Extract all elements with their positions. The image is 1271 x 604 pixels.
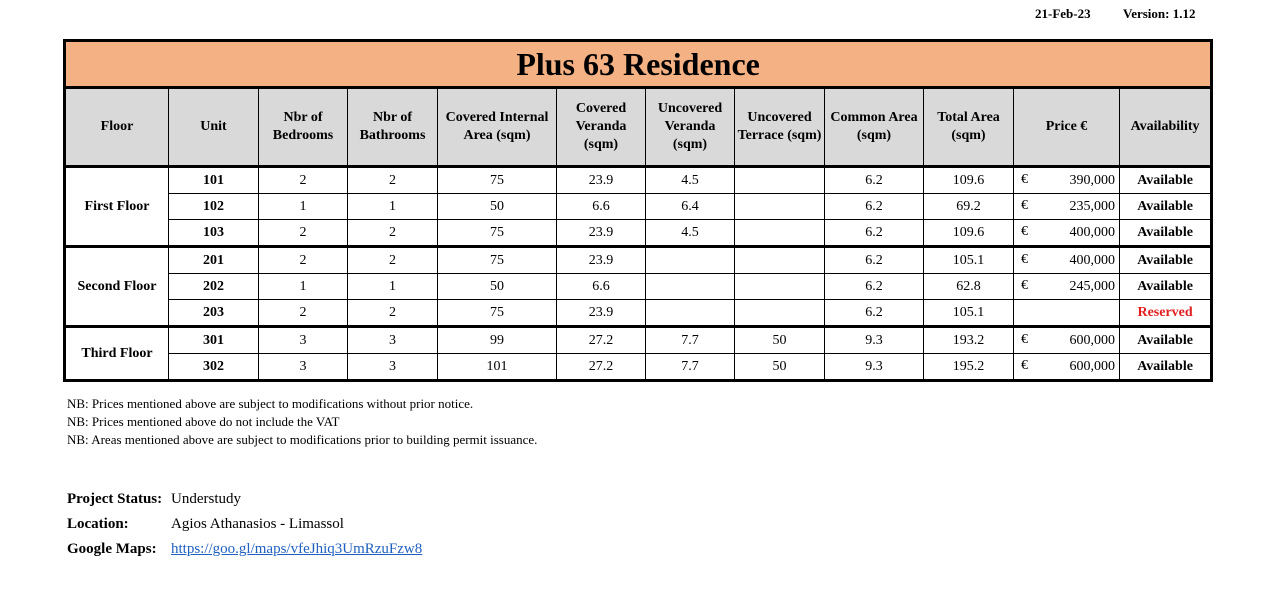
total-area-cell: 195.2: [924, 354, 1014, 381]
currency-symbol: €: [1021, 172, 1028, 187]
project-status-value: Understudy: [171, 491, 241, 507]
col-header-covered-veranda: Covered Veranda (sqm): [557, 88, 646, 167]
table-row: [65, 220, 1212, 247]
availability-cell: Available: [1120, 247, 1212, 274]
unit-cell: 203: [169, 300, 259, 327]
col-header-common-area: Common Area (sqm): [825, 88, 924, 167]
common-area-cell: 6.2: [825, 274, 924, 300]
uncovered-veranda-cell: [646, 247, 735, 274]
uncovered-terrace-cell: [735, 194, 825, 220]
common-area-cell: 6.2: [825, 194, 924, 220]
common-area-cell: 9.3: [825, 327, 924, 354]
col-header-price: Price €: [1014, 88, 1120, 167]
uncovered-veranda-cell: 7.7: [646, 354, 735, 381]
bedrooms-cell: 2: [259, 300, 348, 327]
covered-veranda-cell: 6.6: [557, 274, 646, 300]
common-area-cell: 9.3: [825, 354, 924, 381]
price-cell: [1014, 220, 1120, 247]
bathrooms-cell: 3: [348, 327, 438, 354]
price-value: 245,000: [1069, 278, 1115, 294]
total-area-cell: 105.1: [924, 247, 1014, 274]
currency-symbol: €: [1021, 332, 1028, 347]
price-value: 600,000: [1069, 358, 1115, 374]
currency-symbol: €: [1021, 278, 1028, 293]
covered-internal-cell: 75: [438, 167, 557, 194]
table-row: [65, 327, 1212, 354]
google-maps-label: Google Maps:: [67, 541, 157, 557]
price-cell: [1014, 194, 1120, 220]
covered-internal-cell: 75: [438, 220, 557, 247]
covered-veranda-cell: 23.9: [557, 220, 646, 247]
notes: [67, 395, 537, 449]
availability-cell: Available: [1120, 274, 1212, 300]
covered-internal-cell: 50: [438, 194, 557, 220]
price-cell: [1014, 247, 1120, 274]
floor-cell: Second Floor: [65, 247, 169, 327]
col-header-bathrooms: Nbr of Bathrooms: [348, 88, 438, 167]
total-area-cell: 105.1: [924, 300, 1014, 327]
currency-symbol: €: [1021, 252, 1028, 267]
price-cell: [1014, 354, 1120, 381]
covered-internal-cell: 75: [438, 300, 557, 327]
unit-cell: 101: [169, 167, 259, 194]
covered-veranda-cell: 23.9: [557, 300, 646, 327]
project-status-label: Project Status:: [67, 491, 163, 507]
bedrooms-cell: 1: [259, 194, 348, 220]
table-row: [65, 274, 1212, 300]
bathrooms-cell: 2: [348, 167, 438, 194]
floor-cell: Third Floor: [65, 327, 169, 381]
availability-cell: Available: [1120, 194, 1212, 220]
uncovered-terrace-cell: [735, 220, 825, 247]
note-line: NB: Prices mentioned above do not include the VAT: [67, 414, 340, 429]
bedrooms-cell: 3: [259, 354, 348, 381]
price-cell: [1014, 300, 1120, 327]
bathrooms-cell: 3: [348, 354, 438, 381]
covered-veranda-cell: 23.9: [557, 167, 646, 194]
col-header-availability: Availability: [1120, 88, 1212, 167]
covered-veranda-cell: 27.2: [557, 354, 646, 381]
note-line: NB: Prices mentioned above are subject to modifications without prior notice.: [67, 396, 474, 411]
covered-internal-cell: 75: [438, 247, 557, 274]
table-header: [65, 88, 1212, 167]
total-area-cell: 109.6: [924, 167, 1014, 194]
note-line: NB: Areas mentioned above are subject to modifications prior to building permit issuance.: [67, 432, 538, 447]
uncovered-veranda-cell: 4.5: [646, 167, 735, 194]
bedrooms-cell: 3: [259, 327, 348, 354]
bathrooms-cell: 1: [348, 194, 438, 220]
covered-veranda-cell: 6.6: [557, 194, 646, 220]
table-row: [65, 247, 1212, 274]
common-area-cell: 6.2: [825, 220, 924, 247]
price-value: 390,000: [1069, 172, 1115, 188]
document-version: Version: 1.12: [1123, 6, 1196, 21]
availability-cell: Available: [1120, 327, 1212, 354]
covered-veranda-cell: 27.2: [557, 327, 646, 354]
bedrooms-cell: 1: [259, 274, 348, 300]
table-row: [65, 354, 1212, 381]
bedrooms-cell: 2: [259, 247, 348, 274]
covered-internal-cell: 99: [438, 327, 557, 354]
col-header-uncovered-terrace: Uncovered Terrace (sqm): [735, 88, 825, 167]
common-area-cell: 6.2: [825, 247, 924, 274]
document-date: 21-Feb-23: [1035, 6, 1091, 21]
col-header-covered-internal: Covered Internal Area (sqm): [438, 88, 557, 167]
uncovered-terrace-cell: [735, 167, 825, 194]
google-maps-link[interactable]: https://goo.gl/maps/vfeJhiq3UmRzuFzw8: [171, 541, 423, 557]
table-row: [65, 300, 1212, 327]
unit-cell: 302: [169, 354, 259, 381]
uncovered-terrace-cell: 50: [735, 354, 825, 381]
covered-internal-cell: 50: [438, 274, 557, 300]
bathrooms-cell: 1: [348, 274, 438, 300]
location-value: Agios Athanasios - Limassol: [171, 516, 344, 532]
unit-cell: 103: [169, 220, 259, 247]
price-cell: [1014, 274, 1120, 300]
price-value: 400,000: [1069, 252, 1115, 268]
price-value: 235,000: [1069, 198, 1115, 214]
uncovered-veranda-cell: 6.4: [646, 194, 735, 220]
price-cell: [1014, 167, 1120, 194]
bathrooms-cell: 2: [348, 300, 438, 327]
covered-veranda-cell: 23.9: [557, 247, 646, 274]
availability-cell: Reserved: [1120, 300, 1212, 327]
total-area-cell: 69.2: [924, 194, 1014, 220]
currency-symbol: €: [1021, 224, 1028, 239]
bedrooms-cell: 2: [259, 220, 348, 247]
availability-cell: Available: [1120, 220, 1212, 247]
total-area-cell: 193.2: [924, 327, 1014, 354]
bathrooms-cell: 2: [348, 247, 438, 274]
uncovered-veranda-cell: 7.7: [646, 327, 735, 354]
units-table: [63, 39, 1213, 382]
document-meta: [0, 6, 1271, 24]
currency-symbol: €: [1021, 198, 1028, 213]
availability-cell: Available: [1120, 167, 1212, 194]
total-area-cell: 109.6: [924, 220, 1014, 247]
col-header-unit: Unit: [169, 88, 259, 167]
bedrooms-cell: 2: [259, 167, 348, 194]
table-row: [65, 167, 1212, 194]
price-value: 600,000: [1069, 332, 1115, 348]
uncovered-veranda-cell: 4.5: [646, 220, 735, 247]
floor-cell: First Floor: [65, 167, 169, 247]
price-value: 400,000: [1069, 224, 1115, 240]
unit-cell: 202: [169, 274, 259, 300]
unit-cell: 201: [169, 247, 259, 274]
col-header-bedrooms: Nbr of Bedrooms: [259, 88, 348, 167]
unit-cell: 102: [169, 194, 259, 220]
col-header-uncovered-veranda: Uncovered Veranda (sqm): [646, 88, 735, 167]
uncovered-terrace-cell: [735, 274, 825, 300]
col-header-floor: Floor: [65, 88, 169, 167]
location-label: Location:: [67, 516, 129, 532]
table-row: [65, 194, 1212, 220]
unit-cell: 301: [169, 327, 259, 354]
covered-internal-cell: 101: [438, 354, 557, 381]
availability-cell: Available: [1120, 354, 1212, 381]
project-info: [67, 487, 567, 562]
price-cell: [1014, 327, 1120, 354]
common-area-cell: 6.2: [825, 300, 924, 327]
page-title: Plus 63 Residence: [65, 41, 1212, 88]
uncovered-terrace-cell: 50: [735, 327, 825, 354]
bathrooms-cell: 2: [348, 220, 438, 247]
common-area-cell: 6.2: [825, 167, 924, 194]
uncovered-veranda-cell: [646, 300, 735, 327]
uncovered-veranda-cell: [646, 274, 735, 300]
uncovered-terrace-cell: [735, 247, 825, 274]
currency-symbol: €: [1021, 358, 1028, 373]
uncovered-terrace-cell: [735, 300, 825, 327]
total-area-cell: 62.8: [924, 274, 1014, 300]
col-header-total-area: Total Area (sqm): [924, 88, 1014, 167]
